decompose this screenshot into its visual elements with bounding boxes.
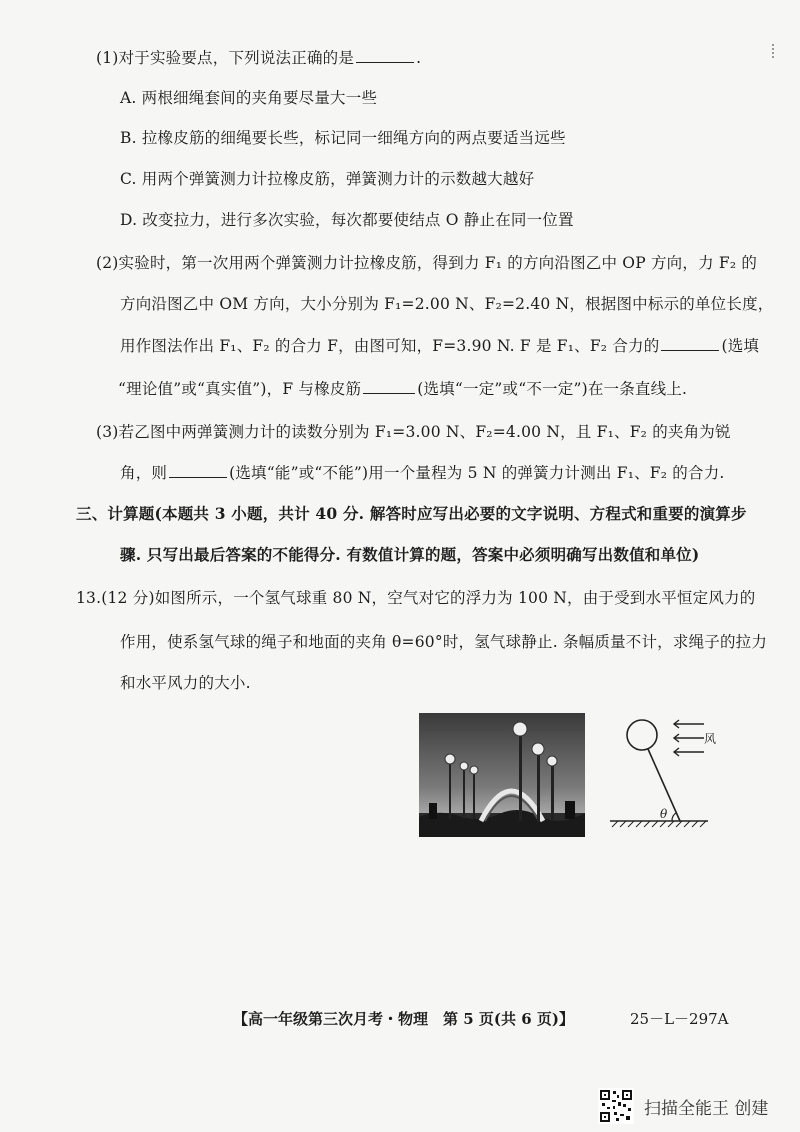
page-footer: 【高一年级第三次月考・物理 第 5 页(共 6 页)】	[233, 1010, 574, 1028]
section-3-instructions: 骤. 只写出最后答案的不能得分. 有数值计算的题，答案中必须明确写出数值和单位)	[120, 545, 700, 564]
q2-line-1: (2)实验时，第一次用两个弹簧测力计拉橡皮筋，得到力 F₁ 的方向沿图乙中 OP 方向，力 F₂ 的	[96, 254, 758, 272]
answer-blank[interactable]	[363, 379, 415, 394]
q3-line-2: 角，则 (选填“能”或“不能”)用一个量程为 5 N 的弹簧力计测出 F₁、F₂ 的合力.	[120, 464, 725, 482]
balloon-photo	[419, 713, 585, 837]
qr-code-icon	[598, 1088, 634, 1124]
q1-stem: (1)对于实验要点，下列说法正确的是 .	[96, 49, 422, 67]
angle-label: θ	[660, 807, 668, 821]
q13-line-1: 13.(12 分)如图所示，一个氢气球重 80 N，空气对它的浮力为 100 N，由于受到水平恒定风力的	[76, 589, 756, 607]
q13-line-3: 和水平风力的大小.	[120, 674, 251, 692]
q1-option-a: A. 两根细绳套间的夹角要尽量大一些	[120, 89, 378, 107]
balloon-icon	[627, 720, 657, 750]
q1-option-b: B. 拉橡皮筋的细绳要长些，标记同一细绳方向的两点要适当远些	[120, 129, 566, 147]
q2-line-4: “理论值”或“真实值”)，F 与橡皮筋 (选填“一定”或“不一定”)在一条直线上.	[118, 380, 688, 398]
force-diagram	[604, 710, 717, 835]
answer-blank[interactable]	[356, 48, 414, 63]
answer-blank[interactable]	[661, 336, 719, 351]
wind-arrows	[674, 720, 704, 756]
q2-line-2: 方向沿图乙中 OM 方向，大小分别为 F₁=2.00 N、F₂=2.40 N，根据图中标示的单位长度，	[120, 295, 774, 313]
angle-arc	[672, 813, 676, 821]
margin-mark	[772, 44, 782, 58]
answer-blank[interactable]	[169, 463, 227, 478]
q2-line-3: 用作图法作出 F₁、F₂ 的合力 F，由图可知，F=3.90 N. F 是 F₁、F₂ 合力的 (选填	[120, 337, 760, 355]
section-3-heading: 三、计算题(本题共 3 小题，共计 40 分. 解答时应写出必要的文字说明、方程式和重要的演算步	[76, 504, 747, 523]
ground-hatch	[612, 821, 706, 827]
q3-line-1: (3)若乙图中两弹簧测力计的读数分别为 F₁=3.00 N、F₂=4.00 N，且 F₁、F₂ 的夹角为锐	[96, 423, 731, 441]
q1-option-c: C. 用两个弹簧测力计拉橡皮筋，弹簧测力计的示数越大越好	[120, 170, 535, 188]
scanner-text: 扫描全能王 创建	[644, 1098, 769, 1119]
q1-option-d: D. 改变拉力，进行多次实验，每次都要使结点 O 静止在同一位置	[120, 211, 574, 229]
wind-label: 风	[704, 732, 717, 746]
q13-line-2: 作用，使系氢气球的绳子和地面的夹角 θ=60°时，氢气球静止. 条幅质量不计，求绳子的拉力	[120, 633, 768, 651]
exam-code: 25－L－297A	[630, 1010, 729, 1028]
scanner-watermark	[598, 1088, 768, 1124]
